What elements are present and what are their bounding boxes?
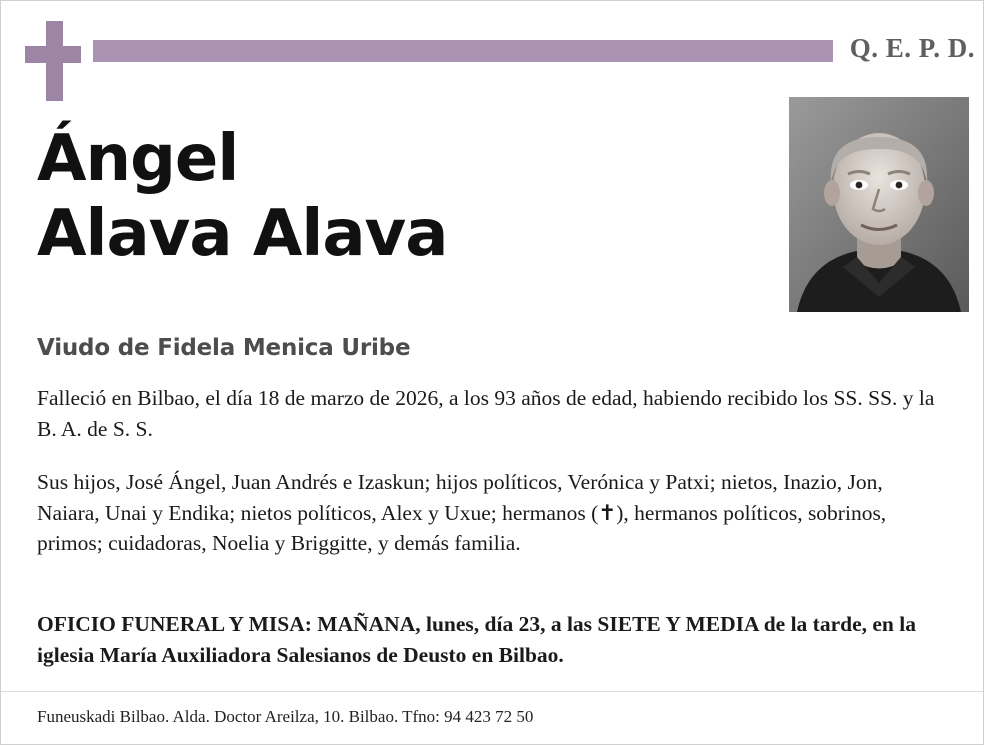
name-block <box>37 122 777 272</box>
funeral-home-footer: Funeuskadi Bilbao. Alda. Doctor Areilza, 10. Bilbao. Tfno: 94 423 72 50 <box>37 707 534 726</box>
service-paragraph: OFICIO FUNERAL Y MISA: MAÑANA, lunes, día 23, a las SIETE Y MEDIA de la tarde, en la iglesia María Auxiliadora Salesianos de Deusto en Bilbao. <box>37 612 916 667</box>
portrait-photo <box>789 97 969 312</box>
footer-divider <box>1 691 984 692</box>
death-paragraph: Falleció en Bilbao, el día 18 de marzo de 2026, a los 93 años de edad, habiendo recibido los SS. SS. y la B. A. de S. S. <box>37 386 935 441</box>
family-paragraph: Sus hijos, José Ángel, Juan Andrés e Izaskun; hijos políticos, Verónica y Patxi; nietos, Inazio, Jon, Naiara, Unai y Endika; nietos políticos, Alex y Uxue; hermanos (✝), hermanos políticos, sobrinos, primos; cuidadoras, Noelia y Briggitte, y demás familia. <box>37 470 887 556</box>
relation-line: Viudo de Fidela Menica Uribe <box>37 335 411 361</box>
cross-icon <box>25 21 81 101</box>
top-banner <box>1 1 984 101</box>
qepd-label: Q. E. P. D. <box>849 33 975 63</box>
first-name: Ángel <box>37 122 239 196</box>
banner-bar <box>93 40 833 62</box>
last-name: Alava Alava <box>37 197 448 272</box>
